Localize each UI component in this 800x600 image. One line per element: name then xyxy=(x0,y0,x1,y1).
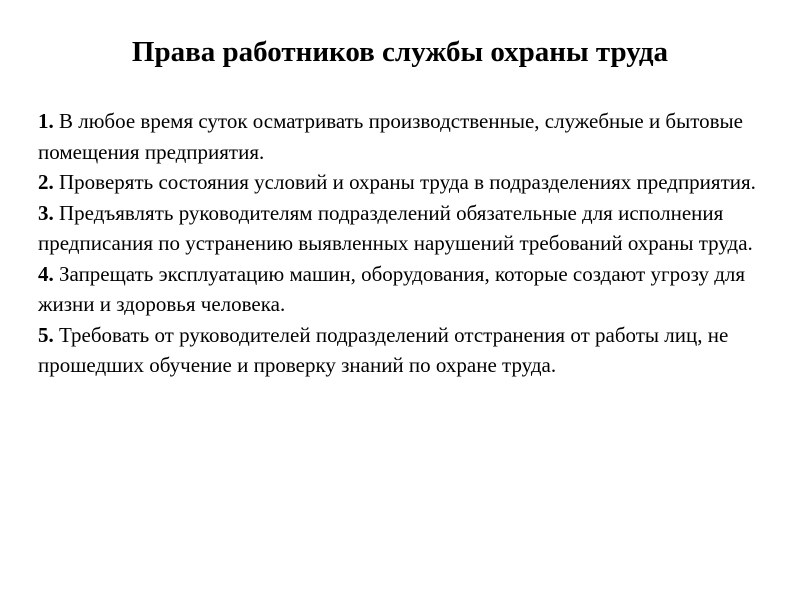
item-text: Требовать от руководителей подразделений отстранения от работы лиц, не прошедших обучение и проверку знаний по охране труда. xyxy=(38,322,729,377)
item-text: Запрещать эксплуатацию машин, оборудования, которые создают угрозу для жизни и здоровья человека. xyxy=(38,261,746,316)
item-text: В любое время суток осматривать производственные, служебные и бытовые помещения предприятия. xyxy=(38,109,743,164)
list-item xyxy=(38,167,790,198)
list-item xyxy=(38,320,790,381)
item-number: 1. xyxy=(38,109,54,133)
item-text: Предъявлять руководителям подразделений обязательные для исполнения предписания по устранению выявленных нарушений требований охраны труда. xyxy=(38,200,753,255)
list-item xyxy=(38,259,790,320)
item-text: Проверять состояния условий и охраны труда в подразделениях предприятия. xyxy=(53,170,756,194)
item-number: 4. xyxy=(38,261,54,286)
slide-title: Права работников службы охраны труда xyxy=(131,36,669,68)
list-item xyxy=(38,198,790,259)
item-number: 3. xyxy=(38,200,54,225)
item-number: 2. xyxy=(38,170,54,194)
rights-list xyxy=(38,106,790,381)
item-number: 5. xyxy=(38,322,54,347)
list-item xyxy=(38,106,790,167)
